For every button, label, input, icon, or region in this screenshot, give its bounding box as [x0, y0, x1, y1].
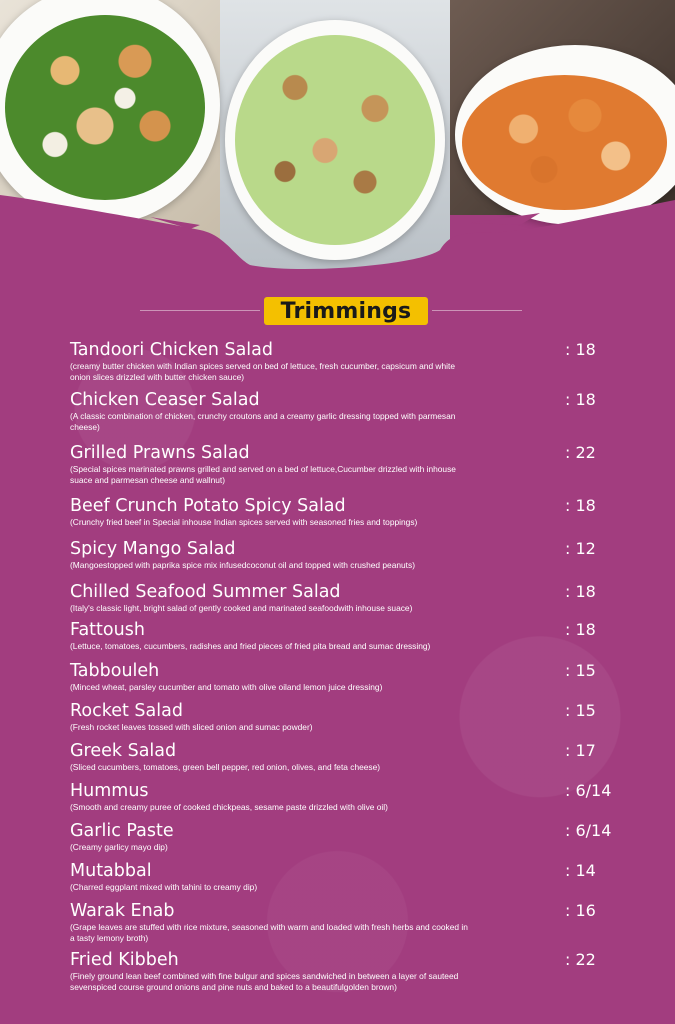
- item-name: Warak Enab: [70, 901, 175, 921]
- item-name: Fattoush: [70, 620, 145, 640]
- item-description: (Italy's classic light, bright salad of gently cooked and marinated seafoodwith inhouse suace): [70, 603, 413, 613]
- item-name: Garlic Paste: [70, 821, 174, 841]
- item-description: (Smooth and creamy puree of cooked chickpeas, sesame paste drizzled with olive oil): [70, 802, 388, 812]
- menu-item: [70, 821, 630, 853]
- item-price: : 17: [565, 741, 596, 760]
- item-description: (Sliced cucumbers, tomatoes, green bell pepper, red onion, olives, and feta cheese): [70, 762, 381, 772]
- item-description: (Grape leaves are stuffed with rice mixture, seasoned with warm and loaded with fresh herbs and cooked in a tasty lemony broth): [70, 922, 468, 943]
- item-description: (Crunchy fried beef in Special inhouse Indian spices served with seasoned fries and toppings): [70, 517, 418, 527]
- item-name: Hummus: [70, 781, 149, 801]
- menu-item: [70, 901, 630, 943]
- item-price: : 12: [565, 539, 596, 558]
- section-title: Trimmings: [264, 297, 428, 325]
- item-price: : 18: [565, 620, 596, 639]
- item-price: : 18: [565, 582, 596, 601]
- menu-item: [70, 620, 630, 652]
- menu-item: [70, 950, 630, 992]
- menu-item: [70, 661, 630, 693]
- item-price: : 18: [565, 340, 596, 359]
- menu-item: [70, 701, 630, 733]
- item-name: Mutabbal: [70, 861, 152, 881]
- item-name: Fried Kibbeh: [70, 950, 179, 970]
- item-description: (A classic combination of chicken, crunchy croutons and a creamy garlic dressing topped with parmesan cheese): [70, 411, 456, 432]
- item-name: Chicken Ceaser Salad: [70, 390, 260, 410]
- menu-item: [70, 390, 630, 432]
- item-name: Grilled Prawns Salad: [70, 443, 250, 463]
- item-description: (Fresh rocket leaves tossed with sliced onion and sumac powder): [70, 722, 313, 732]
- item-name: Rocket Salad: [70, 701, 183, 721]
- item-name: Tandoori Chicken Salad: [70, 340, 274, 360]
- item-name: Beef Crunch Potato Spicy Salad: [70, 496, 346, 516]
- item-price: : 18: [565, 496, 596, 515]
- item-price: : 15: [565, 661, 596, 680]
- menu-item: [70, 443, 630, 485]
- item-description: (Charred eggplant mixed with tahini to creamy dip): [70, 882, 258, 892]
- item-price: : 22: [565, 950, 596, 969]
- item-price: : 22: [565, 443, 596, 462]
- menu-item: [70, 861, 630, 893]
- item-name: Chilled Seafood Summer Salad: [70, 582, 341, 602]
- item-name: Spicy Mango Salad: [70, 539, 236, 559]
- item-description: (Lettuce, tomatoes, cucumbers, radishes and fried pieces of fried pita bread and sumac dressing): [70, 641, 431, 651]
- item-description: (Finely ground lean beef combined with fine bulgur and spices sandwiched in between a layer of sauteed sevenspiced course ground onions and pine nuts and baked to a beautifulgolden brown): [70, 971, 459, 992]
- item-name: Greek Salad: [70, 741, 177, 761]
- item-description: (Minced wheat, parsley cucumber and tomato with olive oiland lemon juice dressing): [70, 682, 383, 692]
- menu-item: [70, 741, 630, 773]
- item-name: Tabbouleh: [70, 661, 160, 681]
- item-price: : 6/14: [565, 781, 612, 800]
- item-description: (creamy butter chicken with Indian spices served on bed of lettuce, fresh cucumber, capsicum and white onion slices drizzled with butter chicken sauce): [70, 361, 455, 382]
- item-price: : 16: [565, 901, 596, 920]
- item-price: : 6/14: [565, 821, 612, 840]
- item-description: (Creamy garlicy mayo dip): [70, 842, 168, 852]
- menu-item: [70, 340, 630, 382]
- menu-item: [70, 539, 630, 571]
- menu-item: [70, 582, 630, 614]
- menu-item: [70, 496, 630, 528]
- item-price: : 18: [565, 390, 596, 409]
- item-price: : 14: [565, 861, 596, 880]
- item-description: (Special spices marinated prawns grilled and served on a bed of lettuce,Cucumber drizzled with inhouse suace and parmesan cheese and wallnut): [70, 464, 456, 485]
- item-price: : 15: [565, 701, 596, 720]
- menu-item: [70, 781, 630, 813]
- item-description: (Mangoestopped with paprika spice mix infusedcoconut oil and topped with crushed peanuts): [70, 560, 415, 570]
